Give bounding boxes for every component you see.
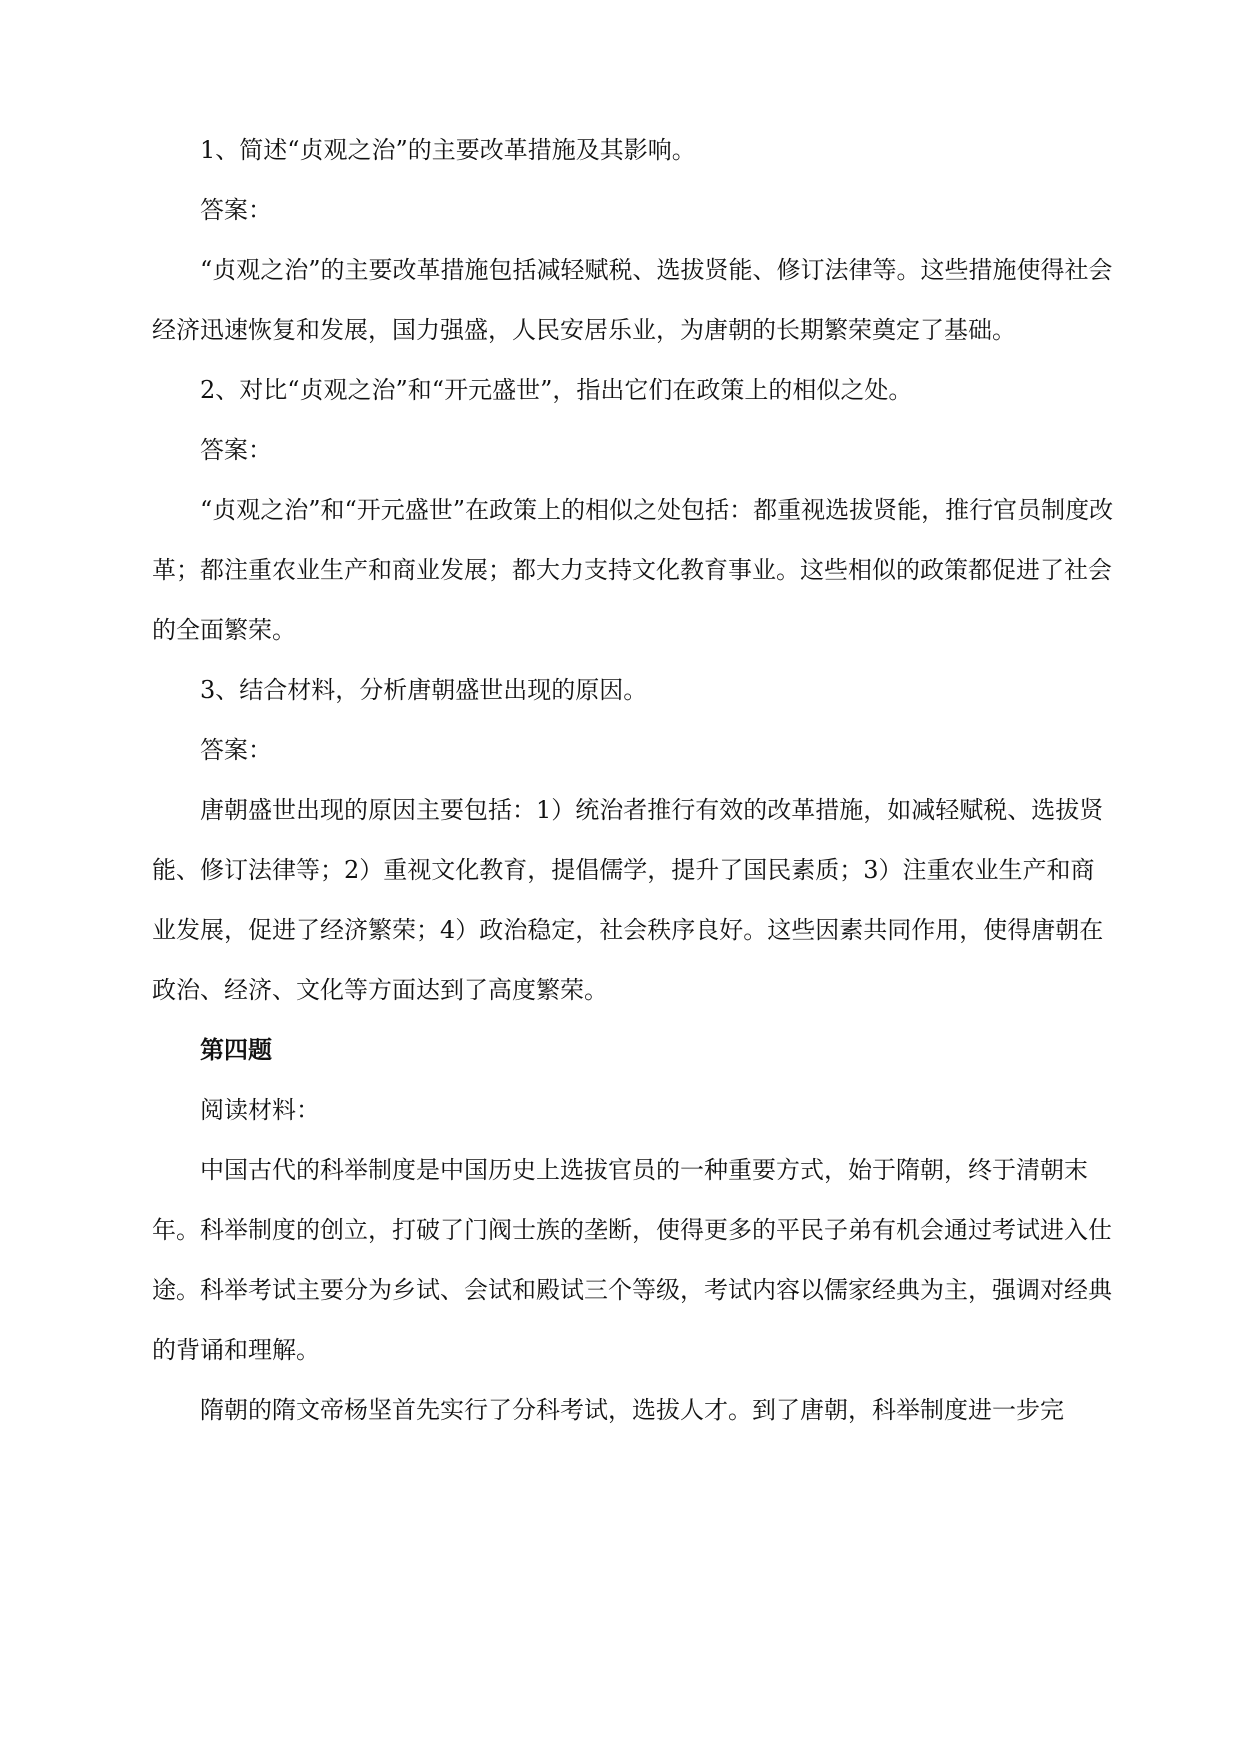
section-title: 第四题 xyxy=(200,1035,272,1064)
answer-label-2: 答案： xyxy=(200,436,272,464)
question-2: 2、对比“贞观之治”和“开元盛世”，指出它们在政策上的相似之处。 xyxy=(200,376,913,404)
question-3: 3、结合材料，分析唐朝盛世出现的原因。 xyxy=(200,676,648,704)
question-1: 1、简述“贞观之治”的主要改革措施及其影响。 xyxy=(200,136,696,164)
answer-2: “贞观之治”和“开元盛世”在政策上的相似之处包括：都重视选拔贤能，推行官员制度改革；都注重农业生产和商业发展；都大力支持文化教育事业。这些相似的政策都促进了社会的全面繁荣。 xyxy=(152,496,1114,644)
reading-material-label: 阅读材料： xyxy=(200,1096,320,1124)
answer-3: 唐朝盛世出现的原因主要包括：1）统治者推行有效的改革措施，如减轻赋税、选拔贤能、修订法律等；2）重视文化教育，提倡儒学，提升了国民素质；3）注重农业生产和商业发展，促进了经济繁荣；4）政治稳定，社会秩序良好。这些因素共同作用，使得唐朝在政治、经济、文化等方面达到了高度繁荣。 xyxy=(152,796,1104,1004)
material-paragraph-1: 中国古代的科举制度是中国历史上选拔官员的一种重要方式，始于隋朝，终于清朝末年。科举制度的创立，打破了门阀士族的垄断，使得更多的平民子弟有机会通过考试进入仕途。科举考试主要分为乡试、会试和殿试三个等级，考试内容以儒家经典为主，强调对经典的背诵和理解。 xyxy=(152,1156,1112,1364)
material-paragraph-2: 隋朝的隋文帝杨坚首先实行了分科考试，选拔人才。到了唐朝，科举制度进一步完 xyxy=(200,1396,1064,1424)
answer-label-1: 答案： xyxy=(200,196,272,224)
answer-1: “贞观之治”的主要改革措施包括减轻赋税、选拔贤能、修订法律等。这些措施使得社会经济迅速恢复和发展，国力强盛，人民安居乐业，为唐朝的长期繁荣奠定了基础。 xyxy=(152,256,1113,344)
answer-label-3: 答案： xyxy=(200,736,272,764)
